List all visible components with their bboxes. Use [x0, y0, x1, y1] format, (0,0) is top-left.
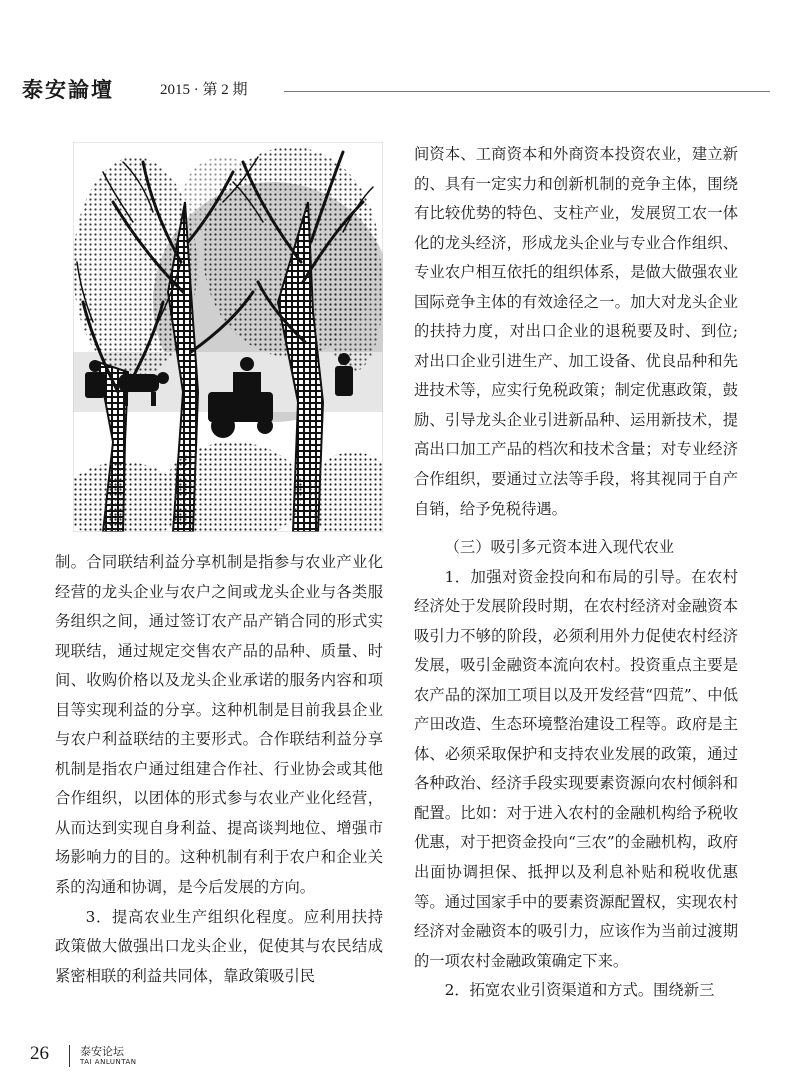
- section-heading: （三）吸引多元资本进入现代农业: [444, 538, 675, 556]
- header-rule: [284, 91, 770, 92]
- footer-journal-pinyin: TAI ANLUNTAN: [80, 1058, 137, 1066]
- page-number: 26: [30, 1043, 49, 1064]
- paragraph: 制。合同联结利益分享机制是指参与农业产业化经营的龙头企业与农户之间或龙头企业与各类服务组织之间，通过签订农产品产销合同的形式实现联结，通过规定交售农产品的品种、质量、时间、收购价格以及龙头企业承诺的服务内容和项目等实现利益的分享。这种机制是目前我县企业与农户利益联结的主要形式。合作联结利益分享机制是指农户通过组建合作社、行业协会或其他合作组织，以团体的形式参与农业产业化经营，从而达到实现自身利益、提高谈判地位、增强市场影响力的目的。这种机制有利于农户和企业关系的沟通和协调，是今后发展的方向。: [55, 553, 383, 897]
- paragraph: 2．拓宽农业引资渠道和方式。围绕新三: [444, 981, 715, 1000]
- right-column-bottom: [414, 533, 738, 1006]
- paragraph: 间资本、工商资本和外商资本投资农业，建立新的、具有一定实力和创新机制的竞争主体，围绕有比较优势的特色、支柱产业，发展贸工农一体化的龙头经济，形成龙头企业与专业合作组织、专业农户相互依托的组织体系，是做大做强农业国际竞争主体的有效途径之一。加大对龙头企业的扶持力度，对出口企业的退税要及时、到位;对出口企业引进生产、加工设备、优良品种和先进技术等，应实行免税政策；制定优惠政策，鼓励、引导龙头企业引进新品种、运用新技术，提高出口加工产品的档次和技术含量；对专业经济合作组织，要通过立法等手段，将其视同于自产自销，给予免税待遇。: [414, 145, 738, 518]
- right-column-top: [414, 140, 738, 524]
- paragraph: 1．加强对资金投向和布局的引导。在农村经济处于发展阶段时期，在农村经济对金融资本吸引力不够的阶段，必须利用外力促使农村经济发展，吸引金融资本流向农村。投资重点主要是农产品的深加工项目以及开发经营“四荒”、中低产田改造、生态环境整治建设工程等。政府是主体、必须采取保护和支持农业发展的政策，通过各种政治、经济手段实现要素资源向农村倾斜和配置。比如：对于进入农村的金融机构给予税收优惠，对于把资金投向“三农”的金融机构，政府出面协调担保、抵押以及利息补贴和税收优惠等。通过国家手中的要素资源配置权，实现农村经济对金融资本的吸引力，应该作为当前过渡期的一项农村金融政策确定下来。: [414, 567, 738, 970]
- left-column: [55, 548, 383, 991]
- footer-divider: [69, 1045, 70, 1067]
- journal-brand: 泰安論壇: [22, 77, 114, 102]
- paragraph: 3．提高农业生产组织化程度。应利用扶持政策做大做强出口龙头企业，促使其与农民结成紧密相联的利益共同体，靠政策吸引民: [55, 907, 383, 985]
- issue-label: 2015 · 第 2 期: [160, 82, 248, 98]
- papercut-trees-tractor-illustration: [73, 142, 383, 532]
- running-header: [22, 74, 770, 100]
- footer-journal-name: 泰安论坛: [80, 1045, 124, 1058]
